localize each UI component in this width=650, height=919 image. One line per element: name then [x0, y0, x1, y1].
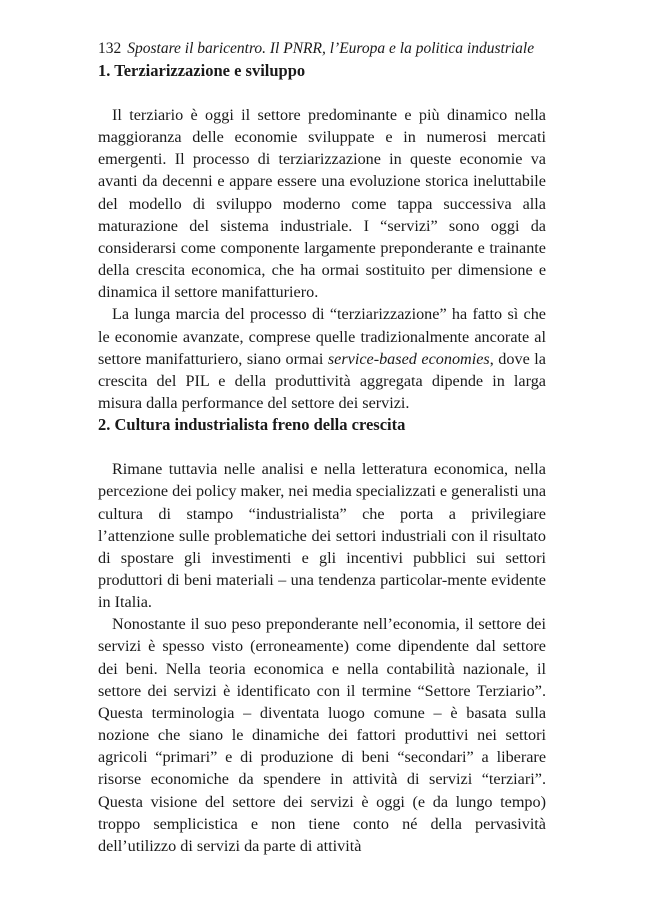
section-heading-1: 1. Terziarizzazione e sviluppo: [98, 61, 306, 80]
paragraph: Il terziario è oggi il settore predominante e più dinamico nella maggioranza delle economie sviluppate e in numerosi mercati emergenti. Il processo di terziarizzazione in queste economie va avanti da decenni e appare essere una evoluzione storica ineluttabile del modello di sviluppo moderno come tappa successiva alla maturazione del sistema industriale. I “servizi” sono oggi da considerarsi come componente largamente preponderante e trainante della crescita economica, che ha ormai sostituito per dimensione e dinamica il settore manifatturiero.: [98, 106, 546, 302]
section-heading-2: 2. Cultura industrialista freno della crescita: [98, 415, 406, 435]
paragraph-text: La lunga marcia del processo di “terziarizzazione” ha fatto sì che le economie avanzate, comprese quelle tradizionalmente ancorate al settore manifatturiero, siano ormai: [98, 305, 546, 368]
book-page: [98, 38, 546, 857]
running-head-title: Spostare il baricentro. Il PNRR, l’Europa e la politica industriale: [127, 40, 535, 57]
paragraph: Rimane tuttavia nelle analisi e nella letteratura economica, nella percezione dei policy maker, nei media specializzati e generalisti una cultura di stampo “industrialista” che porta a privilegiare l’attenzione sulle problematiche dei settori industriali con il risultato di spostare gli investimenti e gli incentivi pubblici sui settori produttori di beni materiali – una tendenza particolar-mente evidente in Italia.: [98, 460, 546, 612]
section-2-body: [98, 458, 546, 857]
page-number: 132: [98, 40, 122, 57]
paragraph: [98, 303, 546, 414]
paragraph: Nonostante il suo peso preponderante nell’economia, il settore dei servizi è spesso visto (erroneamente) come dipendente dal settore dei beni. Nella teoria economica e nella contabilità nazionale, il settore dei servizi è identificato con il termine “Settore Terziario”. Questa terminologia – diventata luogo comune – è basata sulla nozione che siano le dinamiche dei fattori produttivi nei settori agricoli “primari” e di produzione di beni “secondari” a liberare risorse economiche da spendere in attività di servizi “terziari”. Questa visione del settore dei servizi è oggi (e da lungo tempo) troppo semplicistica e non tiene conto né della pervasività dell’utilizzo di servizi da parte di attività: [98, 615, 546, 855]
section-1-body: [98, 104, 546, 414]
emphasis-text: service-based economies: [327, 349, 490, 368]
running-head: [98, 38, 546, 60]
paragraph-text: , dove la crescita del PIL e della produttività aggregata dipende in larga misura dalla performance del settore dei servizi.: [98, 349, 546, 413]
